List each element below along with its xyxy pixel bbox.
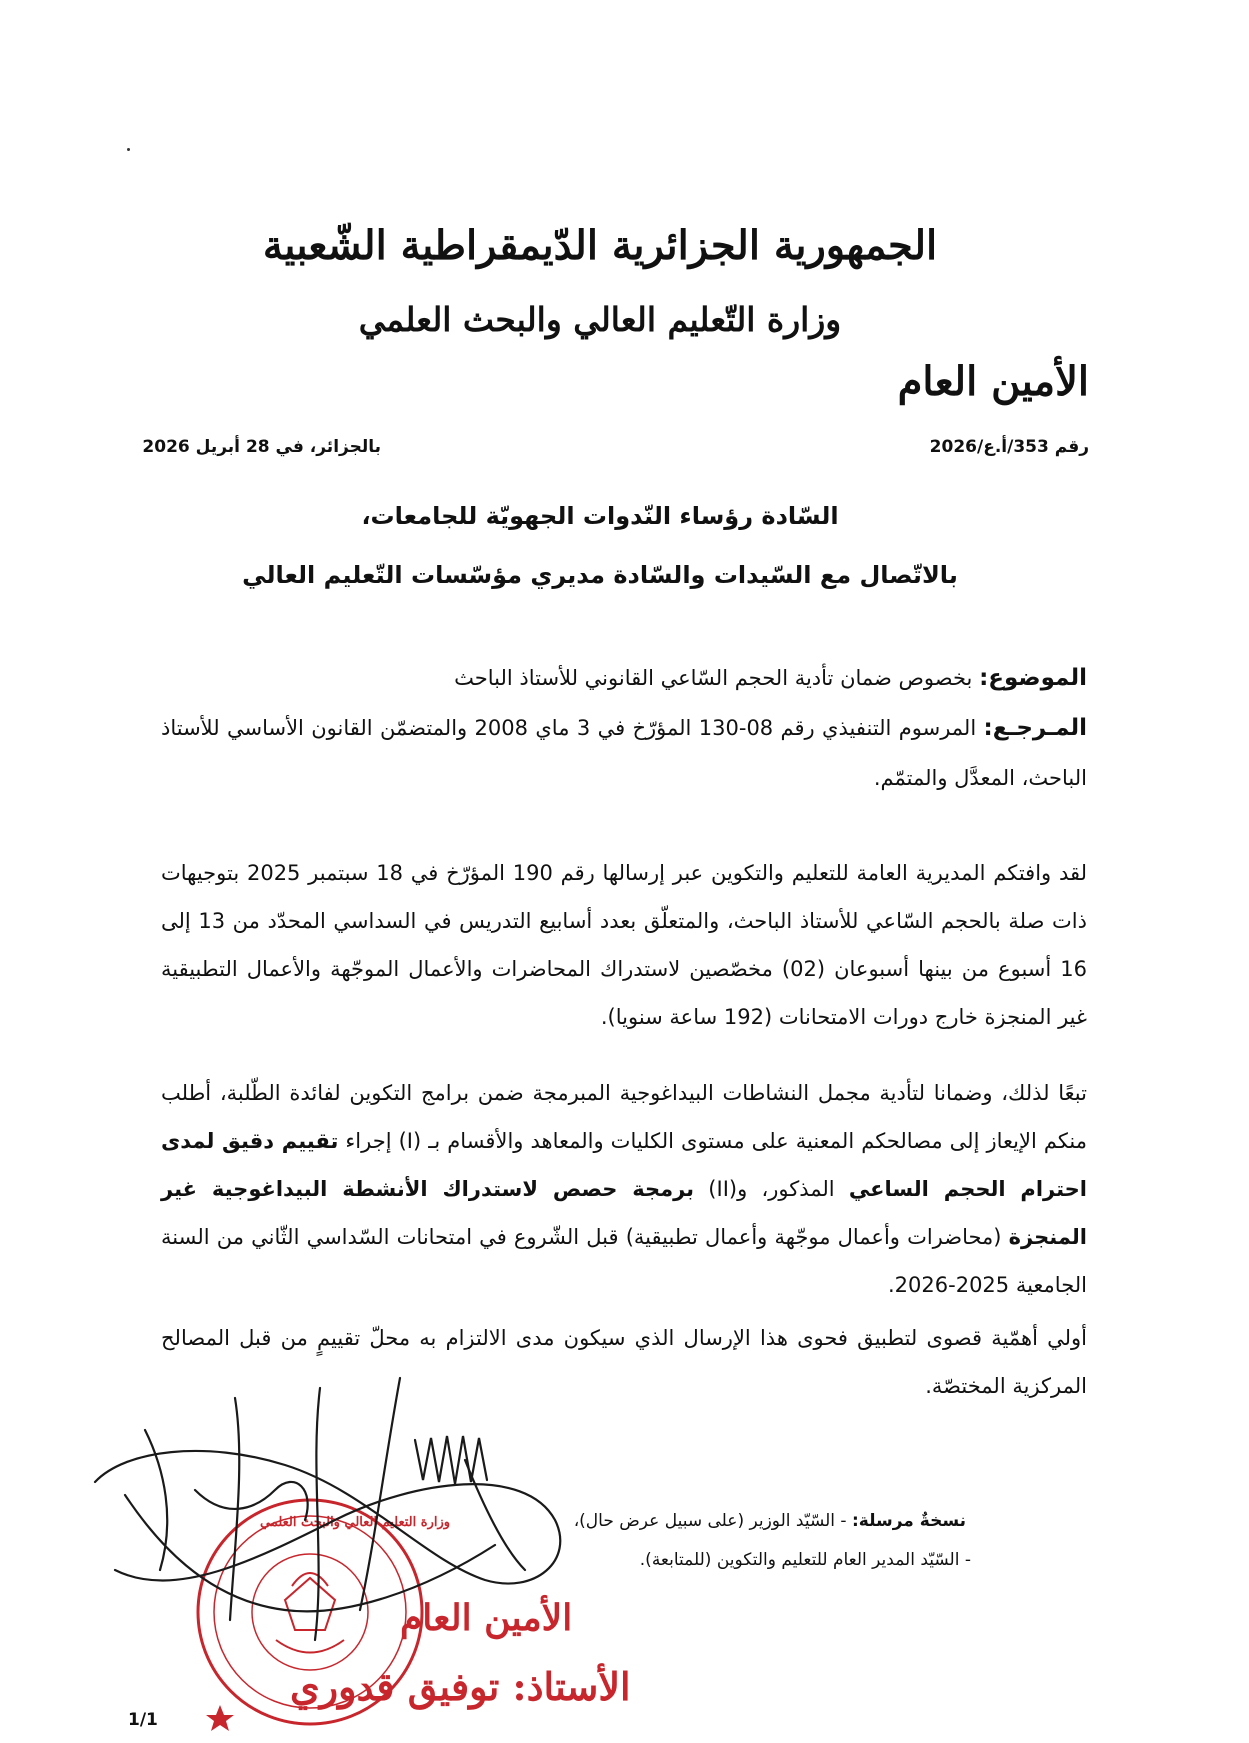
reference-label: المـرجـع: xyxy=(983,715,1088,741)
p2-text-d: (محاضرات وأعمال موجّهة وأعمال تطبيقية) قبل الشّروع في امتحانات السّداسي الثّاني من السنة الجامعية 2025-2026. xyxy=(161,1225,1087,1297)
handwritten-signature xyxy=(85,1370,605,1690)
office-heading: الأمين العام xyxy=(897,358,1089,405)
republic-heading: الجمهورية الجزائرية الدّيمقراطية الشّعبية xyxy=(262,222,938,269)
addressee-line-2: بالاتّصال مع السّيدات والسّادة مديري مؤسّسات التّعليم العالي xyxy=(242,561,958,589)
p2-text-a: تبعًا لذلك، وضمانا لتأدية مجمل النشاطات البيداغوجية المبرمجة ضمن برامج التكوين لفائدة الطّلبة، أطلب منكم الإيعاز إلى مصالحكم المعنية على مستوى الكليات والمعاهد والأقسام بـ (I) إجراء xyxy=(161,1081,1087,1153)
body-paragraph-1: لقد وافتكم المديرية العامة للتعليم والتكوين عبر إرسالها رقم 190 المؤرّخ في 18 سبتمبر 2025 بتوجيهات ذات صلة بالحجم السّاعي للأستاذ الباحث، والمتعلّق بعدد أسابيع التدريس في السداسي المحدّد من 13 إلى 16 أسبوع من بينها أسبوعان (02) مخصّصين لاستدراك المحاضرات والأعمال الموجّهة والأعمال التطبيقية غير المنجزة خارج دورات الامتحانات (192 ساعة سنويا). xyxy=(161,861,1088,1029)
body-paragraph-2 xyxy=(161,1069,1087,1309)
addressee-line-1: السّادة رؤساء النّدوات الجهويّة للجامعات، xyxy=(361,502,839,530)
body-paragraph-3: أولي أهمّية قصوى لتطبيق فحوى هذا الإرسال الذي سيكون مدى الالتزام به محلّ تقييمٍ من قبل المصالح المركزية المختصّة. xyxy=(161,1326,1087,1398)
signatory-name: الأستاذ: توفيق قدوري xyxy=(290,1664,631,1709)
reference-number: رقم 353/أ.ع/2026 xyxy=(929,437,1089,457)
reference-text: المرسوم التنفيذي رقم 08-130 المؤرّخ في 3 ماي 2008 والمتضمّن القانون الأساسي للأستاذ الباحث، المعدَّل والمتمّم. xyxy=(161,716,1087,790)
p2-bold-2: برمجة حصص لاستدراك الأنشطة البيداغوجية غير المنجزة xyxy=(161,1177,1087,1249)
subject-block xyxy=(161,653,1087,703)
p2-bold-1: تقييم دقيق لمدى احترام الحجم الساعي xyxy=(161,1129,1087,1201)
copies-label: نسخةٌ مرسلة: xyxy=(851,1511,966,1531)
place-date: بالجزائر، في 28 أبريل 2026 xyxy=(142,437,381,457)
reference-block xyxy=(161,703,1087,803)
signatory-title: الأمين العام xyxy=(400,1597,573,1639)
copies-recipient-1: - السّيّد الوزير (على سبيل عرض حال)، xyxy=(573,1511,847,1531)
copies-line-1 xyxy=(574,1502,966,1540)
subject-text: بخصوص ضمان تأدية الحجم السّاعي القانوني للأستاذ الباحث xyxy=(454,666,973,690)
ministry-heading: وزارة التّعليم العالي والبحث العلمي xyxy=(358,300,842,339)
seal-inscription: وزارة التعليم العالي والبحث العلمي xyxy=(260,1515,451,1530)
p2-text-c: المذكور، و(II) xyxy=(694,1177,849,1201)
page-number: 1/1 xyxy=(128,1710,158,1730)
scan-speck xyxy=(127,148,130,151)
subject-label: الموضوع: xyxy=(979,665,1087,691)
copies-recipient-2: - السّيّد المدير العام للتعليم والتكوين (للمتابعة). xyxy=(639,1550,971,1570)
